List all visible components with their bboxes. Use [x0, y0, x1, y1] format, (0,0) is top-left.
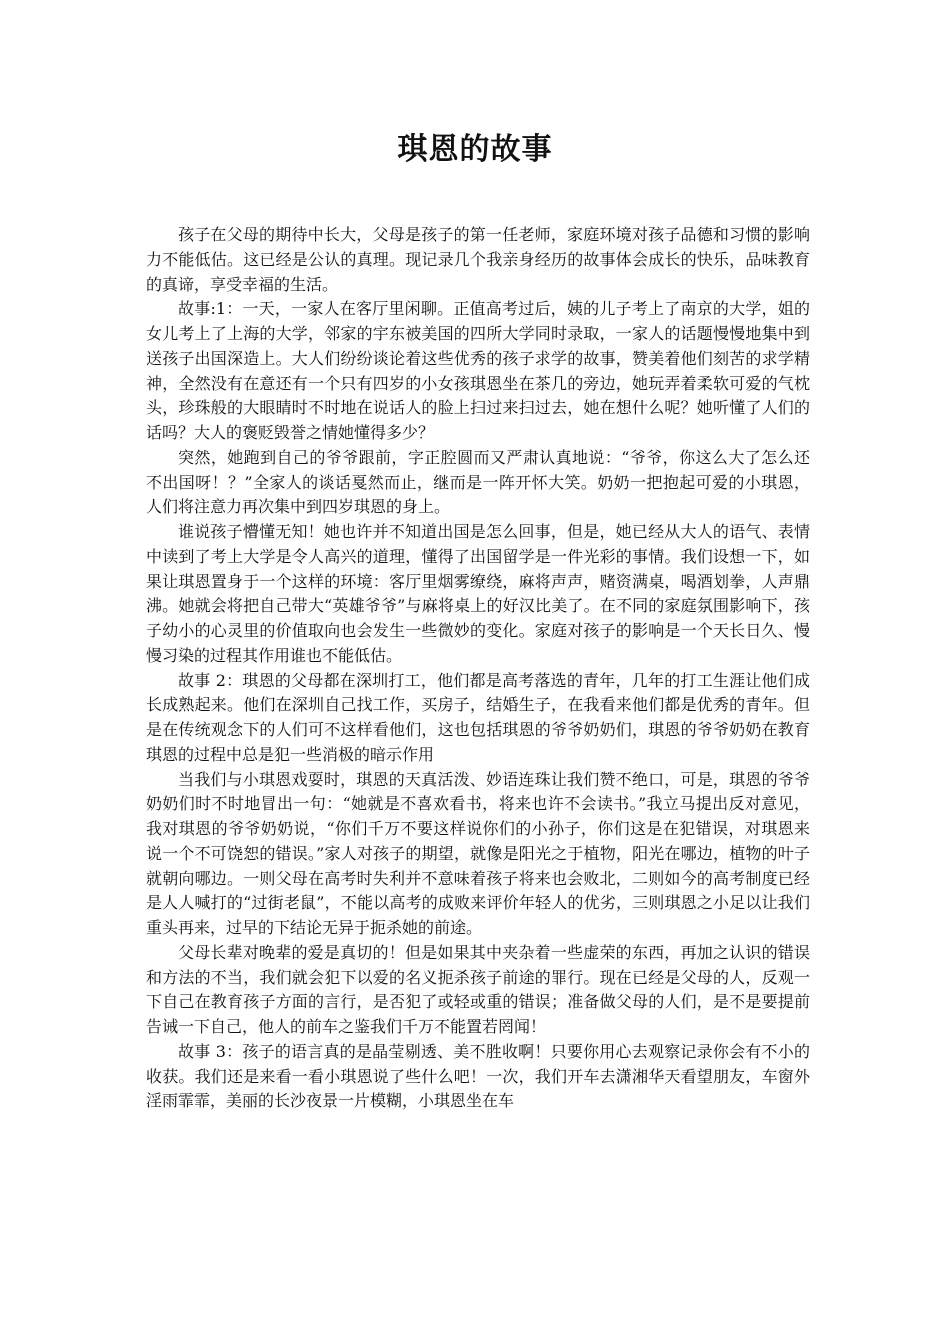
document-body [146, 223, 810, 1114]
paragraph-story-2-reflection: 父母长辈对晚辈的爱是真切的！但是如果其中夹杂着一些虚荣的东西，再加之认识的错误和方法的不当，我们就会犯下以爱的名义扼杀孩子前途的罪行。现在已经是父母的人，反观一下自己在教育孩子方面的言行，是否犯了或轻或重的错误；准备做父母的人们，是不是要提前告诫一下自己，他人的前车之鉴我们千万不能置若罔闻！ [146, 942, 810, 1036]
paragraph-intro: 孩子在父母的期待中长大，父母是孩子的第一任老师，家庭环境对孩子品德和习惯的影响力不能低估。这已经是公认的真理。现记录几个我亲身经历的故事体会成长的快乐，品味教育的真谛，享受幸福的生活。 [146, 225, 810, 294]
paragraph-story-1: 故事:1：一天，一家人在客厅里闲聊。正值高考过后，姨的儿子考上了南京的大学，姐的女儿考上了上海的大学，邻家的宇东被美国的四所大学同时录取，一家人的话题慢慢地集中到送孩子出国深造上。大人们纷纷谈论着这些优秀的孩子求学的故事，赞美着他们刻苦的求学精神，全然没有在意还有一个只有四岁的小女孩琪恩坐在茶几的旁边，她玩弄着柔软可爱的气枕头，珍珠般的大眼睛时不时地在说话人的脸上扫过来扫过去，她在想什么呢？她听懂了人们的话吗？大人的褒贬毁誉之情她懂得多少？ [146, 299, 810, 442]
paragraph-story-1-sudden: 突然，她跑到自己的爷爷跟前，字正腔圆而又严肃认真地说：“爷爷，你这么大了怎么还不出国呀！？”全家人的谈话戛然而止，继而是一阵开怀大笑。奶奶一把抱起可爱的小琪恩，人们将注意力再次集中到四岁琪恩的身上。 [146, 447, 810, 517]
paragraph-story-2-play: 当我们与小琪恩戏耍时，琪恩的天真活泼、妙语连珠让我们赞不绝口，可是，琪恩的爷爷奶奶们时不时地冒出一句：“她就是不喜欢看书，将来也许不会读书。”我立马提出反对意见，我对琪恩的爷爷奶奶说，“你们千万不要这样说你们的小孙子，你们这是在犯错误，对琪恩来说一个不可饶恕的错误。”家人对孩子的期望，就像是阳光之于植物，阳光在哪边，植物的叶子就朝向哪边。一则父母在高考时失利并不意味着孩子将来也会败北，二则如今的高考制度已经是人人喊打的“过街老鼠”，不能以高考的成败来评价年轻人的优劣，三则琪恩之小足以让我们重头再来，过早的下结论无异于扼杀她的前途。 [146, 769, 810, 937]
document-title: 琪恩的故事 [397, 132, 553, 167]
paragraph-story-2: 故事 2：琪恩的父母都在深圳打工，他们都是高考落选的青年，几年的打工生涯让他们成长成熟起来。他们在深圳自己找工作，买房子，结婚生子，在我看来他们都是优秀的青年。但是在传统观念下的人们可不这样看他们，这也包括琪恩的爷爷奶奶们，琪恩的爷爷奶奶在教育琪恩的过程中总是犯一些消极的暗示作用 [146, 670, 810, 764]
paragraph-story-1-reflection: 谁说孩子懵懂无知！她也许并不知道出国是怎么回事，但是，她已经从大人的语气、表情中读到了考上大学是令人高兴的道理，懂得了出国留学是一件光彩的事情。我们设想一下，如果让琪恩置身于一个这样的环境：客厅里烟雾缭绕，麻将声声，赌资满桌，喝酒划拳，人声鼎沸。她就会将把自己带大“英雄爷爷”与麻将桌上的好汉比美了。在不同的家庭氛围影响下，孩子幼小的心灵里的价值取向也会发生一些微妙的变化。家庭对孩子的影响是一个天长日久、慢慢习染的过程其作用谁也不能低估。 [146, 522, 810, 665]
paragraph-story-3: 故事 3：孩子的语言真的是晶莹剔透、美不胜收啊！只要你用心去观察记录你会有不小的收获。我们还是来看一看小琪恩说了些什么吧！一次，我们开车去潇湘华天看望朋友，车窗外淫雨霏霏，美丽的长沙夜景一片模糊，小琪恩坐在车 [146, 1041, 810, 1111]
